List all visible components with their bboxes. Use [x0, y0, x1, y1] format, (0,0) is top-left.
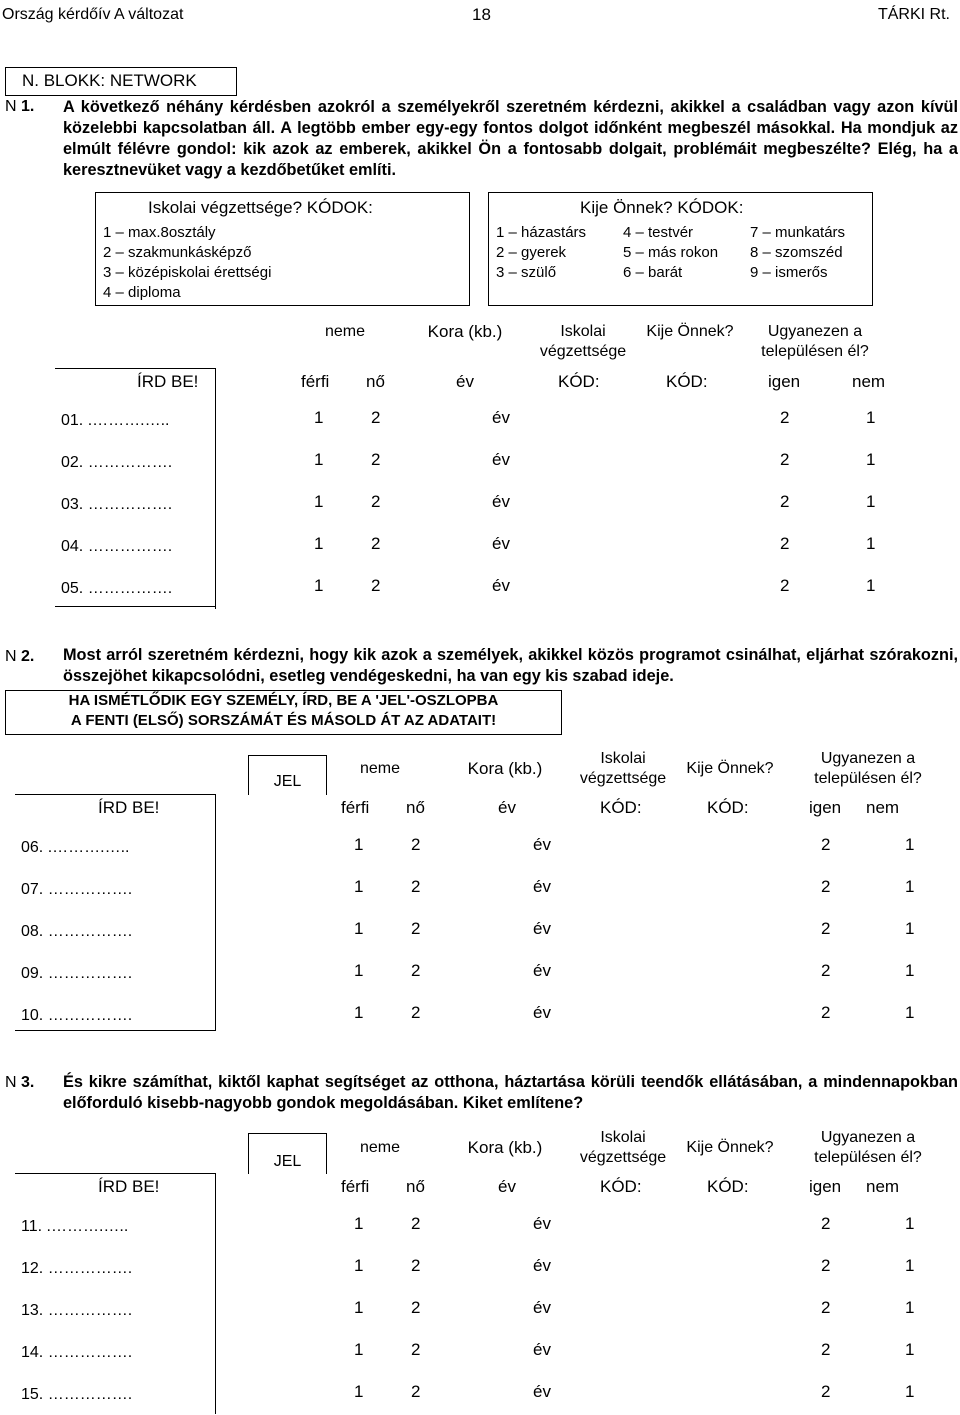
- q2-yes-label: igen: [809, 798, 842, 817]
- age-year-field: év: [533, 1214, 551, 1233]
- q2-instruction-box: [5, 690, 562, 735]
- age-year-field: év: [533, 919, 551, 938]
- q1-row-label-bottom-line: [55, 606, 216, 607]
- row-label[interactable]: 09. …………….: [21, 965, 133, 982]
- q3-row-label-column: [15, 1173, 216, 1414]
- education-code: 3 – középiskolai érettségi: [103, 264, 272, 281]
- q2-col-edu: Iskolai végzettsége: [579, 750, 667, 787]
- relation-code: 1 – házastárs: [496, 224, 587, 241]
- relation-code: 5 – más rokon: [623, 244, 719, 261]
- sex-female-option: 2: [411, 1256, 421, 1275]
- q2-edu-code-label: KÓD:: [600, 798, 642, 817]
- q1-year-label: év: [456, 372, 474, 391]
- same-town-no-option: 1: [866, 576, 876, 595]
- q3-write-label: ÍRD BE!: [98, 1177, 160, 1196]
- q1-col-edu: Iskolai végzettsége: [539, 323, 627, 360]
- row-label[interactable]: 03. …………….: [61, 496, 173, 513]
- relation-codes-title: Kije Önnek? KÓDOK:: [580, 198, 744, 217]
- same-town-no-option: 1: [866, 450, 876, 469]
- same-town-yes-option: 2: [821, 835, 831, 854]
- sex-female-option: 2: [411, 961, 421, 980]
- sex-female-option: 2: [371, 450, 381, 469]
- q2-row-label-column: [15, 794, 216, 1031]
- q1-num: 1.: [21, 98, 35, 115]
- same-town-yes-option: 2: [821, 1214, 831, 1233]
- sex-male-option: 1: [354, 961, 364, 980]
- relation-code: 7 – munkatárs: [750, 224, 846, 241]
- q2-jel-top-line: [248, 755, 327, 756]
- age-year-field: év: [533, 877, 551, 896]
- q2-prefix: N: [5, 648, 17, 665]
- q3-col-same: Ugyanezen a településen él?: [814, 1129, 922, 1166]
- q1-female-label: nő: [366, 372, 385, 391]
- education-codes-list: [103, 223, 271, 303]
- same-town-no-option: 1: [866, 492, 876, 511]
- row-label[interactable]: 08. …………….: [21, 923, 133, 940]
- row-label[interactable]: 15. …………….: [21, 1386, 133, 1403]
- relation-code: 9 – ismerős: [750, 264, 828, 281]
- sex-female-option: 2: [371, 534, 381, 553]
- same-town-yes-option: 2: [780, 534, 790, 553]
- q2-rel-code-label: KÓD:: [707, 798, 749, 817]
- sex-male-option: 1: [354, 1340, 364, 1359]
- q3-col-jel: JEL: [273, 1153, 302, 1170]
- q1-edu-code-label: KÓD:: [558, 372, 600, 391]
- q1-yes-label: igen: [768, 372, 801, 391]
- same-town-yes-option: 2: [780, 450, 790, 469]
- q3-male-label: férfi: [341, 1177, 370, 1196]
- q3-female-label: nő: [406, 1177, 425, 1196]
- q1-number: [5, 98, 34, 116]
- q3-edu-code-label: KÓD:: [600, 1177, 642, 1196]
- sex-male-option: 1: [314, 450, 324, 469]
- q2-female-label: nő: [406, 798, 425, 817]
- age-year-field: év: [533, 1382, 551, 1401]
- relation-code: 8 – szomszéd: [750, 244, 843, 261]
- q1-no-label: nem: [852, 372, 886, 391]
- same-town-no-option: 1: [905, 1340, 915, 1359]
- q1-row-label-column: [55, 368, 216, 609]
- sex-female-option: 2: [411, 1298, 421, 1317]
- q1-prefix: N: [5, 98, 17, 115]
- same-town-no-option: 1: [905, 877, 915, 896]
- q3-yes-label: igen: [809, 1177, 842, 1196]
- same-town-yes-option: 2: [821, 919, 831, 938]
- row-label[interactable]: 10. …………….: [21, 1007, 133, 1024]
- q2-col-age: Kora (kb.): [467, 759, 543, 778]
- relation-codes-col1: [496, 223, 586, 283]
- same-town-no-option: 1: [905, 1214, 915, 1233]
- q2-number: [5, 648, 34, 666]
- q1-write-label: ÍRD BE!: [137, 372, 199, 391]
- sex-male-option: 1: [314, 534, 324, 553]
- same-town-yes-option: 2: [780, 408, 790, 427]
- q2-write-label: ÍRD BE!: [98, 798, 160, 817]
- sex-male-option: 1: [354, 1382, 364, 1401]
- same-town-no-option: 1: [905, 919, 915, 938]
- q2-col-jel: JEL: [273, 773, 302, 790]
- q3-num: 3.: [21, 1074, 35, 1091]
- sex-female-option: 2: [411, 919, 421, 938]
- relation-code: 4 – testvér: [623, 224, 694, 241]
- row-label[interactable]: 14. …………….: [21, 1344, 133, 1361]
- sex-female-option: 2: [411, 877, 421, 896]
- q1-col-age: Kora (kb.): [427, 322, 503, 341]
- same-town-yes-option: 2: [821, 961, 831, 980]
- row-label[interactable]: 04. …………….: [61, 538, 173, 555]
- q2-male-label: férfi: [341, 798, 370, 817]
- relation-code: 6 – barát: [623, 264, 683, 281]
- q3-year-label: év: [498, 1177, 516, 1196]
- q2-instruction-line1: HA ISMÉTLŐDIK EGY SZEMÉLY, ÍRD, BE A 'JEL'-OSZLOPBA: [68, 692, 499, 709]
- same-town-yes-option: 2: [821, 1340, 831, 1359]
- page-number: 18: [472, 5, 491, 24]
- q3-col-sex: neme: [359, 1139, 401, 1156]
- age-year-field: év: [533, 961, 551, 980]
- relation-code: 2 – gyerek: [496, 244, 567, 261]
- age-year-field: év: [533, 835, 551, 854]
- sex-female-option: 2: [371, 408, 381, 427]
- q1-col-same: Ugyanezen a településen él?: [761, 323, 869, 360]
- q1-text: A következő néhány kérdésben azokról a személyekről szeretném kérdezni, akikkel a családban vagy azon kívül közelebbi kapcsolatban áll. A legtöbb ember egy-egy fontos dolgot időnként megbeszél másokkal. Ha mondjuk az elmúlt félévre gondol: kik azok az emberek, akikkel Ön a fontosabb dolgait, problémáit megbeszélte? Elég, ha a keresztnevüket vagy a kezdőbetűket említi.: [63, 98, 958, 179]
- q1-rel-code-label: KÓD:: [666, 372, 708, 391]
- sex-male-option: 1: [354, 835, 364, 854]
- q2-col-rel: Kije Önnek?: [686, 760, 774, 777]
- header-right: TÁRKI Rt.: [877, 6, 950, 23]
- q2-col-same: Ugyanezen a településen él?: [814, 750, 922, 787]
- age-year-field: év: [492, 450, 510, 469]
- same-town-no-option: 1: [905, 1298, 915, 1317]
- row-label[interactable]: 05. …………….: [61, 580, 173, 597]
- same-town-yes-option: 2: [821, 1256, 831, 1275]
- age-year-field: év: [533, 1003, 551, 1022]
- education-code: 2 – szakmunkásképző: [103, 244, 252, 261]
- sex-male-option: 1: [354, 1298, 364, 1317]
- q3-prefix: N: [5, 1074, 17, 1091]
- same-town-no-option: 1: [905, 1382, 915, 1401]
- education-code: 4 – diploma: [103, 284, 181, 301]
- age-year-field: év: [492, 492, 510, 511]
- row-label[interactable]: 07. …………….: [21, 881, 133, 898]
- q3-col-rel: Kije Önnek?: [686, 1139, 774, 1156]
- age-year-field: év: [492, 534, 510, 553]
- sex-male-option: 1: [314, 492, 324, 511]
- q3-no-label: nem: [866, 1177, 900, 1196]
- same-town-no-option: 1: [905, 1003, 915, 1022]
- relation-codes-col3: [750, 223, 845, 283]
- same-town-yes-option: 2: [821, 1382, 831, 1401]
- q3-jel-top-line: [248, 1133, 327, 1134]
- same-town-yes-option: 2: [821, 877, 831, 896]
- row-label[interactable]: 11. .……….…..: [21, 1218, 129, 1235]
- q2-num: 2.: [21, 648, 35, 665]
- education-code: 1 – max.8osztály: [103, 224, 216, 241]
- age-year-field: év: [533, 1256, 551, 1275]
- sex-male-option: 1: [354, 1256, 364, 1275]
- q3-number: [5, 1074, 34, 1092]
- q2-col-sex: neme: [359, 760, 401, 777]
- row-label[interactable]: 06. .……….…..: [21, 839, 130, 856]
- sex-male-option: 1: [314, 576, 324, 595]
- same-town-no-option: 1: [866, 408, 876, 427]
- same-town-no-option: 1: [866, 534, 876, 553]
- q1-male-label: férfi: [301, 372, 330, 391]
- sex-female-option: 2: [411, 1382, 421, 1401]
- same-town-yes-option: 2: [780, 576, 790, 595]
- header-left: Ország kérdőív A változat: [2, 6, 184, 23]
- block-title-box: [5, 67, 237, 96]
- q3-col-age: Kora (kb.): [467, 1138, 543, 1157]
- age-year-field: év: [492, 576, 510, 595]
- sex-male-option: 1: [314, 408, 324, 427]
- q2-no-label: nem: [866, 798, 900, 817]
- age-year-field: év: [533, 1298, 551, 1317]
- same-town-no-option: 1: [905, 1256, 915, 1275]
- sex-male-option: 1: [354, 919, 364, 938]
- same-town-yes-option: 2: [821, 1298, 831, 1317]
- sex-female-option: 2: [371, 492, 381, 511]
- relation-code: 3 – szülő: [496, 264, 557, 281]
- q2-year-label: év: [498, 798, 516, 817]
- education-codes-title: Iskolai végzettsége? KÓDOK:: [148, 198, 373, 217]
- relation-codes-col2: [623, 223, 718, 283]
- sex-female-option: 2: [411, 835, 421, 854]
- q2-instruction-line2: A FENTI (ELSŐ) SORSZÁMÁT ÉS MÁSOLD ÁT AZ ADATAIT!: [70, 712, 497, 729]
- same-town-yes-option: 2: [780, 492, 790, 511]
- row-label[interactable]: 02. …………….: [61, 454, 173, 471]
- same-town-no-option: 1: [905, 835, 915, 854]
- q2-text: Most arról szeretném kérdezni, hogy kik azok a személyek, akikkel közös programot csinálhat, eljárhat szórakozni, összejöhet kikapcsolódni, esetleg vendégeskedni, ha van egy kis szabad ideje.: [63, 646, 958, 685]
- row-label[interactable]: 12. …………….: [21, 1260, 133, 1277]
- sex-male-option: 1: [354, 1214, 364, 1233]
- q3-text: És kikre számíthat, kiktől kaphat segítséget az otthona, háztartása körüli teendők ellátásában, a mindennapokban előforduló kisebb-nagyobb gondok megoldásában. Kiket említene?: [63, 1073, 958, 1112]
- same-town-no-option: 1: [905, 961, 915, 980]
- sex-male-option: 1: [354, 1003, 364, 1022]
- sex-female-option: 2: [411, 1214, 421, 1233]
- age-year-field: év: [492, 408, 510, 427]
- age-year-field: év: [533, 1340, 551, 1359]
- row-label[interactable]: 01. .……….…..: [61, 412, 170, 429]
- sex-female-option: 2: [411, 1003, 421, 1022]
- q3-rel-code-label: KÓD:: [707, 1177, 749, 1196]
- q2-row-label-bottom-line: [15, 1030, 216, 1031]
- q3-col-edu: Iskolai végzettsége: [579, 1129, 667, 1166]
- sex-female-option: 2: [371, 576, 381, 595]
- block-title: N. BLOKK: NETWORK: [22, 71, 197, 90]
- q1-col-sex: neme: [324, 323, 366, 340]
- row-label[interactable]: 13. …………….: [21, 1302, 133, 1319]
- sex-female-option: 2: [411, 1340, 421, 1359]
- sex-male-option: 1: [354, 877, 364, 896]
- same-town-yes-option: 2: [821, 1003, 831, 1022]
- q1-col-rel: Kije Önnek?: [646, 323, 734, 340]
